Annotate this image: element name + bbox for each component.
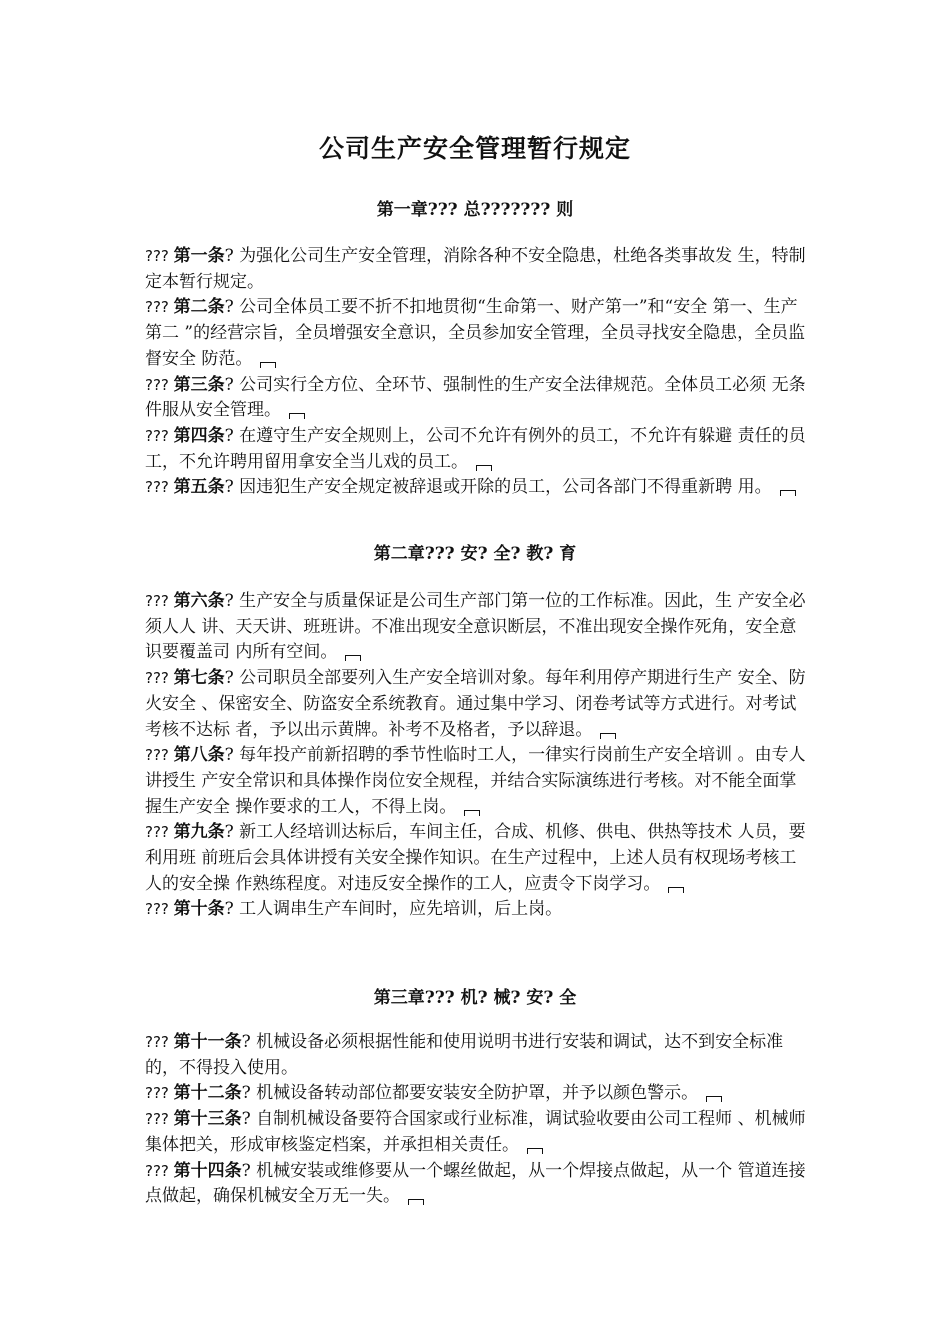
article-prefix: ??? <box>145 478 174 497</box>
bracket-mark-icon <box>408 1199 424 1205</box>
article-text: ? 在遵守生产安全规则上，公司不允许有例外的员工，不允许有躲避 责任的员工，不允许聘用留用拿安全当儿戏的员工。 <box>145 425 806 472</box>
article <box>145 897 810 923</box>
bracket-mark-icon <box>527 1148 543 1154</box>
article-text: ? 因违犯生产安全规定被辞退或开除的员工，公司各部门不得重新聘 用。 <box>224 477 772 498</box>
article-label: 第九条 <box>173 822 225 843</box>
article-prefix: ??? <box>145 592 174 610</box>
article <box>145 244 810 295</box>
document-title: 公司生产安全管理暂行规定 <box>318 134 631 163</box>
article-prefix: ??? <box>145 375 174 394</box>
chapter-heading: 第二章??? 安? 全? 教? 育 <box>373 544 577 564</box>
bracket-mark-icon <box>780 490 796 496</box>
article-label: 第十四条 <box>173 1160 242 1181</box>
article-label: 第八条 <box>173 745 225 766</box>
article <box>145 589 810 666</box>
chapter-articles <box>145 244 810 501</box>
article <box>145 475 810 501</box>
bracket-mark-icon <box>706 1096 722 1102</box>
article-label: 第十一条 <box>173 1032 242 1052</box>
article-text: ? 机械设备转动部位都要安装安全防护罩，并予以颜色警示。 <box>241 1083 699 1104</box>
article-prefix: ??? <box>145 1161 174 1180</box>
chapter-heading: 第三章??? 机? 械? 安? 全 <box>373 988 577 1008</box>
article-label: 第十条 <box>173 899 225 920</box>
article-prefix: ??? <box>145 298 174 317</box>
article-text: ? 公司实行全方位、全环节、强制性的生产安全法律规范。全体员工必须 无条件服从安全管理。 <box>145 374 806 421</box>
article-text: ? 每年投产前新招聘的季节性临时工人，一律实行岗前生产安全培训 。由专人讲授生 产安全常识和具体操作岗位安全规程，并结合实际演练进行考核。对不能全面掌握生产安全 操作要求的工人，不得上岗。 <box>145 745 806 817</box>
article-text: ? 机械安装或维修要从一个螺丝做起，从一个焊接点做起，从一个 管道连接点做起，确保机械安全万无一失。 <box>145 1160 806 1207</box>
article <box>145 1081 810 1107</box>
bracket-mark-icon <box>289 413 305 419</box>
article-prefix: ??? <box>145 1033 174 1051</box>
article-text: ? 公司职员全部要列入生产安全培训对象。每年利用停产期进行生产 安全、防火安全 、保密安全、防盗安全系统教育。通过集中学习、闭卷考试等方式进行。对考试考核不达标 者，予以出示黄牌。补考不及格者，予以辞退。 <box>145 668 806 740</box>
article-prefix: ??? <box>145 746 174 765</box>
article <box>145 1030 810 1081</box>
article-prefix: ??? <box>145 1110 174 1129</box>
article-label: 第七条 <box>173 668 225 689</box>
article-prefix: ??? <box>145 1084 174 1103</box>
article <box>145 1107 810 1158</box>
article-text: ? 生产安全与质量保证是公司生产部门第一位的工作标准。因此，生 产安全必须人人 讲、天天讲、班班讲。不准出现安全意识断层，不准出现安全操作死角，安全意识要覆盖司 内所有空间。 <box>145 591 806 663</box>
article-label: 第五条 <box>173 477 225 498</box>
article <box>145 424 810 475</box>
article-text: ? 为强化公司生产安全管理，消除各种不安全隐患，杜绝各类事故发 生，特制定本暂行规定。 <box>145 246 806 292</box>
article-label: 第二条 <box>173 297 225 318</box>
article <box>145 820 810 897</box>
bracket-mark-icon <box>260 362 276 368</box>
article <box>145 666 810 743</box>
article <box>145 295 810 372</box>
article <box>145 373 810 424</box>
bracket-mark-icon <box>600 733 616 739</box>
article-text: ? 新工人经培训达标后，车间主任，合成、机修、供电、供热等技术 人员，要利用班 前班后会具体讲授有关安全操作知识。在生产过程中，上述人员有权现场考核工人的安全操 作熟练程度。对违反安全操作的工人，应责令下岗学习。 <box>145 822 806 894</box>
chapter-articles <box>145 1030 810 1210</box>
article-label: 第十三条 <box>173 1109 242 1130</box>
article-prefix: ??? <box>145 900 174 919</box>
bracket-mark-icon <box>345 655 361 661</box>
bracket-mark-icon <box>476 465 492 471</box>
article-label: 第四条 <box>173 425 225 446</box>
bracket-mark-icon <box>464 810 480 816</box>
article-prefix: ??? <box>145 426 174 445</box>
article-label: 第三条 <box>173 374 225 395</box>
article-text: ? 自制机械设备要符合国家或行业标准，调试验收要由公司工程师 、机械师集体把关，形成审核鉴定档案，并承担相关责任。 <box>145 1109 806 1155</box>
article-label: 第六条 <box>173 591 225 611</box>
article-prefix: ??? <box>145 247 174 265</box>
chapter-heading: 第一章??? 总??????? 则 <box>376 200 574 220</box>
article-text: ? 公司全体员工要不折不扣地贯彻“生命第一、财产第一”和“安全 第一、生产第二 ”的经营宗旨，全员增强安全意识，全员参加安全管理，全员寻找安全隐患，全员监督安全 防范。 <box>145 297 806 369</box>
article-prefix: ??? <box>145 669 174 688</box>
article-prefix: ??? <box>145 823 174 842</box>
article-label: 第十二条 <box>173 1083 242 1104</box>
bracket-mark-icon <box>668 887 684 893</box>
article-text: ? 工人调串生产车间时，应先培训，后上岗。 <box>224 899 563 920</box>
article <box>145 1159 810 1210</box>
article-label: 第一条 <box>173 246 225 266</box>
chapter-articles <box>145 589 810 923</box>
article <box>145 743 810 820</box>
article-text: ? 机械设备必须根据性能和使用说明书进行安装和调试，达不到安全标准的，不得投入使用。 <box>145 1032 784 1078</box>
